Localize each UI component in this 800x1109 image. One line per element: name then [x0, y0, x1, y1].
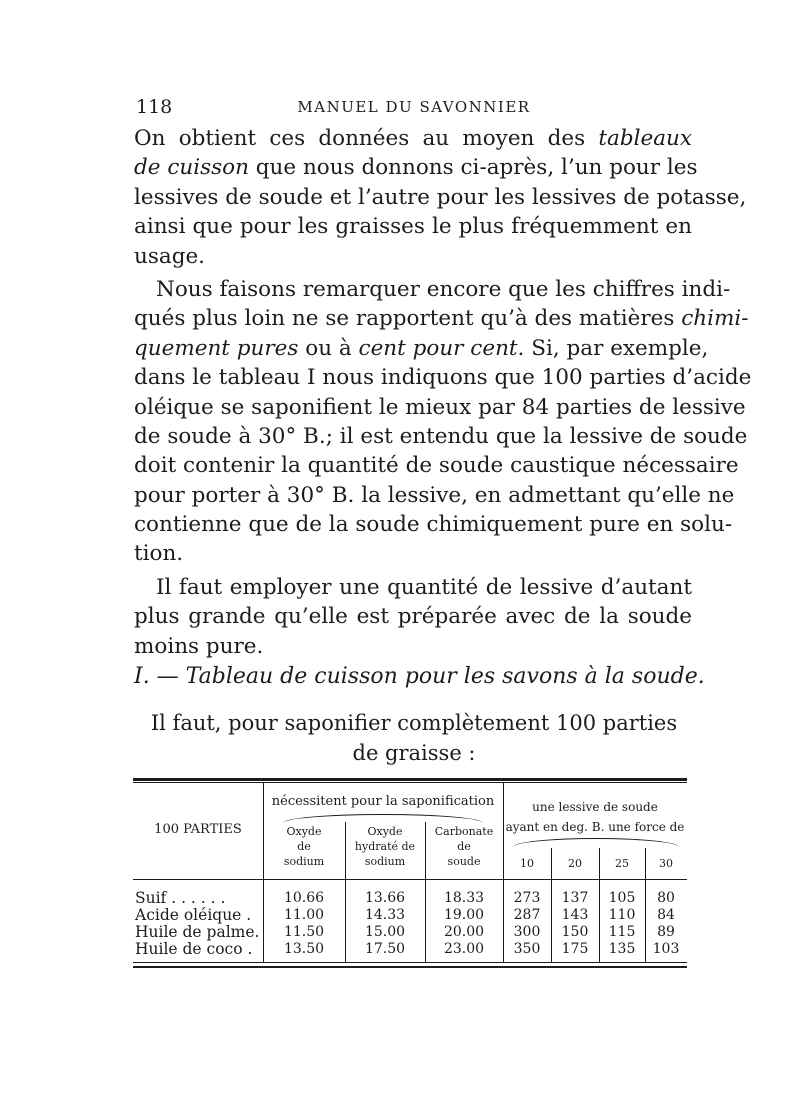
subtitle-line: Il faut, pour saponifier complètement 100 parties — [150, 711, 678, 735]
subtitle-line: de graisse : — [352, 741, 476, 765]
text-line: dans le tableau I nous indiquons que 100 parties d’acide — [134, 365, 752, 391]
italic-span: chimi- — [681, 306, 749, 332]
header-text: sodium — [364, 855, 406, 868]
table-cell: 115 — [608, 924, 636, 940]
table-cell: 13.50 — [283, 941, 325, 957]
text-span: que nous donnons ci-après, l’un pour les — [248, 155, 698, 181]
row-label: Suif . . . . . . — [135, 889, 226, 907]
table-rule-top — [133, 778, 687, 781]
text-line: usage. — [134, 243, 206, 269]
row-label: Huile de palme. — [135, 923, 260, 941]
text-line: lessives de soude et l’autre pour les lessives de potasse, — [134, 184, 747, 210]
column-header-carbonate — [425, 824, 503, 869]
text-line — [134, 124, 692, 153]
brace — [513, 838, 679, 847]
page-number: 118 — [136, 96, 173, 118]
table-rule-bottom — [133, 962, 687, 963]
italic-span: quement pures — [134, 335, 299, 361]
text-span: Si, par exemple, — [524, 335, 709, 361]
table-rule-header — [133, 879, 687, 880]
table-cell: 20.00 — [443, 924, 485, 940]
italic-span: tableaux — [598, 126, 692, 151]
italic-span: cent pour cent. — [358, 335, 525, 361]
table-title: I. — Tableau de cuisson pour les savons à la soude. — [134, 664, 705, 689]
table-cell: 84 — [657, 907, 675, 923]
table-cell: 14.33 — [364, 907, 406, 923]
table-cell: 13.66 — [364, 890, 406, 906]
body-text — [134, 124, 752, 665]
text-line — [134, 153, 698, 182]
table-cell: 273 — [513, 890, 541, 906]
table-cell: 18.33 — [443, 890, 485, 906]
text-span: ou à — [298, 335, 359, 361]
paragraph-1 — [134, 124, 747, 271]
text-line — [134, 304, 749, 333]
table-rule-top-thin — [133, 782, 687, 783]
header-text: de — [297, 840, 311, 853]
header-text: sodium — [283, 855, 325, 868]
table-cell: 300 — [513, 924, 541, 940]
table-cell: 89 — [657, 924, 675, 940]
text-line: contienne que de la soude chimiquement pure en solu- — [134, 512, 733, 538]
table-cell: 150 — [561, 924, 589, 940]
text-line: doit contenir la quantité de soude caustique nécessaire — [134, 453, 739, 479]
header-text: Oxyde — [286, 825, 322, 838]
header-text: soude — [447, 855, 481, 868]
page-header — [136, 96, 692, 120]
text-line: oléique se saponifient le mieux par 84 parties de lessive — [134, 394, 746, 420]
table-cell: 287 — [513, 907, 541, 923]
header-text: Carbonate — [434, 825, 494, 838]
table-cell: 110 — [608, 907, 636, 923]
table-cell: 143 — [561, 907, 589, 923]
table-cell: 11.50 — [283, 924, 325, 940]
italic-span: de cuisson — [134, 155, 249, 181]
group-header-lessive: une lessive de soude — [532, 800, 658, 814]
group-header-lessive-force: ayant en deg. B. une force de — [505, 820, 685, 834]
column-header-degree: 10 — [520, 857, 534, 870]
group-header-saponification: nécessitent pour la saponification — [271, 794, 495, 809]
table-cell: 105 — [608, 890, 636, 906]
row-label: Acide oléique . — [135, 906, 252, 924]
table-cell: 137 — [561, 890, 589, 906]
text-line: pour porter à 30° B. la lessive, en admettant qu’elle ne — [134, 482, 735, 508]
table-cell: 10.66 — [283, 890, 325, 906]
text-line: ainsi que pour les graisses le plus fréquemment en — [134, 214, 692, 240]
row-label: Huile de coco . — [135, 940, 253, 958]
text-line — [134, 334, 709, 363]
table-cell: 350 — [513, 941, 541, 957]
table-subtitle — [134, 708, 694, 768]
table-rule-bottom-thick — [133, 966, 687, 968]
paragraph-2 — [134, 275, 752, 569]
text-span: qués plus loin ne se rapportent qu’à des matières — [134, 306, 682, 332]
table-cell: 135 — [608, 941, 636, 957]
text-line: Nous faisons remarquer encore que les chiffres indi- — [156, 276, 731, 302]
column-header-parties: 100 PARTIES — [154, 822, 242, 837]
table-cell: 80 — [657, 890, 675, 906]
table-cell: 103 — [652, 941, 680, 957]
table-cell: 17.50 — [364, 941, 406, 957]
text-line: moins pure. — [134, 633, 264, 659]
table-cell: 11.00 — [283, 907, 325, 923]
running-title: MANUEL DU SAVONNIER — [297, 98, 531, 116]
column-header-degree: 25 — [615, 857, 629, 870]
paragraph-3 — [134, 573, 692, 661]
header-text: hydraté de — [354, 840, 416, 853]
header-text: Oxyde — [367, 825, 403, 838]
cooking-table — [133, 778, 687, 978]
table-cell: 19.00 — [443, 907, 485, 923]
text-line: Il faut employer une quantité de lessive d’autant — [156, 574, 692, 600]
text-line: tion. — [134, 541, 184, 567]
column-header-degree: 30 — [659, 857, 673, 870]
header-text: de — [457, 840, 471, 853]
table-cell: 23.00 — [443, 941, 485, 957]
column-header-oxyde-hydrate — [345, 824, 425, 869]
table-cell: 175 — [561, 941, 589, 957]
text-line: plus grande qu’elle est préparée avec de la soude — [134, 604, 692, 630]
text-span: On obtient ces données au moyen des — [134, 126, 599, 151]
brace — [283, 814, 483, 823]
column-header-oxyde-sodium — [263, 824, 345, 869]
table-cell: 15.00 — [364, 924, 406, 940]
column-header-degree: 20 — [568, 857, 582, 870]
text-line: de soude à 30° B.; il est entendu que la lessive de soude — [134, 423, 748, 449]
